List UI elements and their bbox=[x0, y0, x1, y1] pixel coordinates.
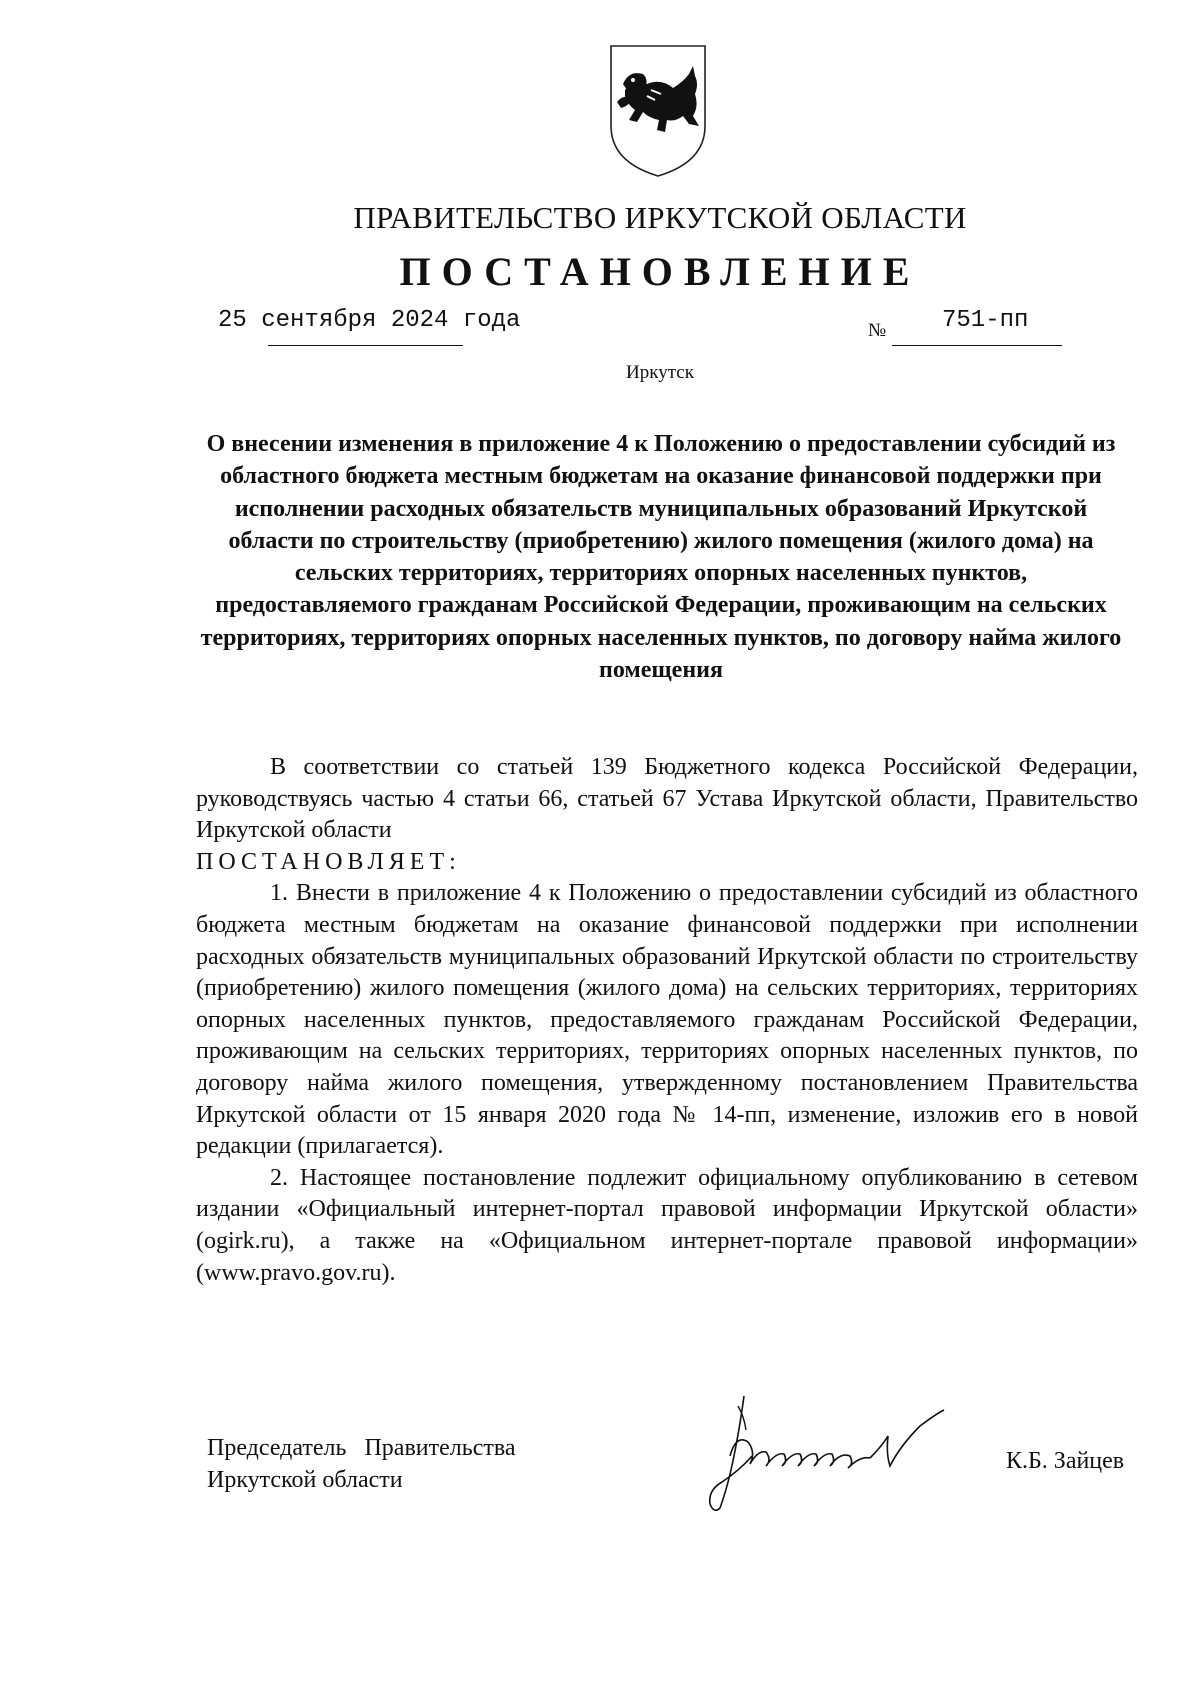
document-body bbox=[196, 752, 1138, 1289]
signatory-position: Председатель Правительства Иркутской области bbox=[207, 1435, 516, 1493]
irkutsk-coat-of-arms-icon bbox=[603, 40, 713, 180]
document-number: 751-пп bbox=[942, 307, 1029, 334]
number-sign: № bbox=[868, 320, 887, 341]
city: Иркутск bbox=[626, 362, 694, 383]
signatory-name: К.Б. Зайцев bbox=[1006, 1448, 1125, 1474]
preamble-paragraph: В соответствии со статьей 139 Бюджетного кодекса Российской Федерации, руководствуясь частью 4 статьи 66, статьей 67 Устава Иркутской области, Правительство Иркутской области bbox=[196, 754, 1138, 844]
document-date: 25 сентября 2024 года bbox=[218, 307, 521, 334]
date-underline bbox=[268, 345, 463, 346]
handwritten-signature bbox=[700, 1386, 1000, 1516]
number-underline bbox=[892, 345, 1062, 346]
government-name: ПРАВИТЕЛЬСТВО ИРКУТСКОЙ ОБЛАСТИ bbox=[353, 200, 967, 235]
decides-heading: ПОСТАНОВЛЯЕТ: bbox=[196, 848, 461, 875]
item-1-paragraph: 1. Внести в приложение 4 к Положению о предоставлении субсидий из областного бюджета местным бюджетам на оказание финансовой поддержки при исполнении расходных обязательств муниципальных образований Иркутской области по строительству (приобретению) жилого помещения (жилого дома) на сельских территориях, территориях опорных населенных пунктов, предоставляемого гражданам Российской Федерации, проживающим на сельских территориях, территориях опорных населенных пунктов, по договору найма жилого помещения, утвержденному постановлением Правительства Иркутской области от 15 января 2020 года № 14-пп, изменение, изложив его в новой редакции (прилагается). bbox=[196, 880, 1138, 1160]
document-type: ПОСТАНОВЛЕНИЕ bbox=[399, 249, 921, 294]
document-title: О внесении изменения в приложение 4 к Положению о предоставлении субсидий из областного бюджета местным бюджетам на оказание финансовой поддержки при исполнении расходных обязательств муниципальных образований Иркутской области по строительству (приобретению) жилого помещения (жилого дома) на сельских территориях, территориях опорных населенных пунктов, предоставляемого гражданам Российской Федерации, проживающим на сельских территориях, территориях опорных населенных пунктов, по договору найма жилого помещения bbox=[200, 431, 1122, 684]
item-2-paragraph: 2. Настоящее постановление подлежит официальному опубликованию в сетевом издании «Официальный интернет-портал правовой информации Иркутской области» (ogirk.ru), а также на «Официальном интернет-портале правовой информации» (www.pravo.gov.ru). bbox=[196, 1164, 1138, 1286]
